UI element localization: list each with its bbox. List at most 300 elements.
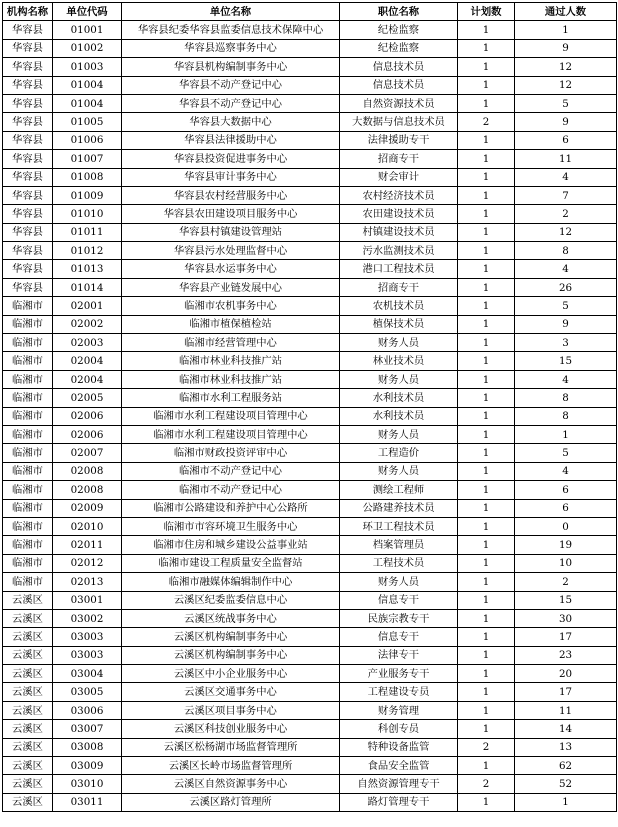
table-row [3,720,617,738]
cell-org-name: 云溪区 [3,628,53,646]
cell-org-name: 华容县 [3,21,53,39]
cell-org-name: 云溪区 [3,775,53,793]
cell-unit-name: 华容县不动产登记中心 [122,94,340,112]
cell-plan-count: 1 [458,591,515,609]
table-row [3,462,617,480]
table-row [3,223,617,241]
cell-unit-code: 03010 [53,775,122,793]
cell-org-name: 华容县 [3,260,53,278]
cell-unit-code: 03004 [53,665,122,683]
cell-unit-name: 华容县农田建设项目服务中心 [122,205,340,223]
table-row [3,444,617,462]
cell-unit-code: 01001 [53,21,122,39]
cell-plan-count: 1 [458,150,515,168]
table-row [3,683,617,701]
cell-org-name: 临湘市 [3,334,53,352]
cell-unit-name: 云溪区自然资源事务中心 [122,775,340,793]
cell-position-name: 财务人员 [340,370,458,388]
table-row [3,370,617,388]
table-header [3,3,617,21]
cell-plan-count: 1 [458,223,515,241]
table-row [3,278,617,296]
cell-passed-count: 14 [515,720,617,738]
cell-passed-count: 26 [515,278,617,296]
table-row [3,315,617,333]
cell-org-name: 临湘市 [3,407,53,425]
cell-org-name: 华容县 [3,76,53,94]
cell-org-name: 华容县 [3,242,53,260]
cell-passed-count: 1 [515,21,617,39]
cell-unit-name: 临湘市水利工程建设项目管理中心 [122,407,340,425]
cell-org-name: 华容县 [3,150,53,168]
cell-unit-code: 02003 [53,334,122,352]
cell-unit-code: 02001 [53,297,122,315]
cell-plan-count: 1 [458,444,515,462]
cell-org-name: 临湘市 [3,389,53,407]
cell-org-name: 华容县 [3,39,53,57]
cell-org-name: 临湘市 [3,499,53,517]
cell-unit-code: 01007 [53,150,122,168]
cell-org-name: 云溪区 [3,646,53,664]
cell-plan-count: 2 [458,775,515,793]
cell-position-name: 植保技术员 [340,315,458,333]
cell-position-name: 水利技术员 [340,407,458,425]
cell-org-name: 临湘市 [3,481,53,499]
cell-unit-code: 01005 [53,113,122,131]
cell-position-name: 财务人员 [340,462,458,480]
cell-position-name: 信息专干 [340,628,458,646]
cell-unit-code: 01012 [53,242,122,260]
cell-unit-code: 03003 [53,646,122,664]
cell-plan-count: 1 [458,242,515,260]
cell-org-name: 华容县 [3,186,53,204]
cell-unit-code: 01004 [53,76,122,94]
cell-org-name: 华容县 [3,205,53,223]
cell-passed-count: 1 [515,793,617,811]
cell-passed-count: 10 [515,554,617,572]
table-row [3,76,617,94]
cell-plan-count: 1 [458,665,515,683]
header-position-name: 职位名称 [340,3,458,21]
cell-position-name: 档案管理员 [340,536,458,554]
table-row [3,793,617,811]
cell-passed-count: 5 [515,297,617,315]
cell-org-name: 临湘市 [3,462,53,480]
cell-plan-count: 1 [458,793,515,811]
cell-org-name: 云溪区 [3,738,53,756]
cell-plan-count: 1 [458,720,515,738]
cell-position-name: 工程技术员 [340,554,458,572]
cell-passed-count: 9 [515,39,617,57]
cell-unit-name: 临湘市市容环境卫生服务中心 [122,517,340,535]
header-org-name: 机构名称 [3,3,53,21]
cell-passed-count: 52 [515,775,617,793]
cell-plan-count: 1 [458,757,515,775]
table-row [3,389,617,407]
cell-position-name: 民族宗教专干 [340,609,458,627]
header-row [3,3,617,21]
cell-passed-count: 3 [515,334,617,352]
cell-position-name: 财务管理 [340,701,458,719]
cell-passed-count: 12 [515,76,617,94]
cell-plan-count: 1 [458,628,515,646]
cell-unit-name: 华容县巡察事务中心 [122,39,340,57]
cell-org-name: 华容县 [3,278,53,296]
cell-unit-name: 华容县投资促进事务中心 [122,150,340,168]
header-plan-count: 计划数 [458,3,515,21]
table-row [3,94,617,112]
table-row [3,260,617,278]
table-row [3,205,617,223]
cell-passed-count: 23 [515,646,617,664]
cell-org-name: 临湘市 [3,444,53,462]
cell-unit-name: 云溪区中小企业服务中心 [122,665,340,683]
cell-unit-name: 华容县农村经营服务中心 [122,186,340,204]
cell-passed-count: 5 [515,444,617,462]
table-row [3,701,617,719]
cell-unit-code: 03008 [53,738,122,756]
cell-org-name: 临湘市 [3,425,53,443]
cell-org-name: 临湘市 [3,536,53,554]
cell-passed-count: 5 [515,94,617,112]
cell-plan-count: 1 [458,260,515,278]
cell-unit-code: 03003 [53,628,122,646]
cell-plan-count: 1 [458,554,515,572]
cell-unit-code: 02008 [53,462,122,480]
cell-passed-count: 8 [515,407,617,425]
cell-org-name: 云溪区 [3,609,53,627]
cell-plan-count: 1 [458,21,515,39]
cell-unit-code: 01006 [53,131,122,149]
table-row [3,425,617,443]
cell-plan-count: 1 [458,76,515,94]
cell-plan-count: 1 [458,407,515,425]
cell-org-name: 华容县 [3,131,53,149]
table-row [3,646,617,664]
cell-position-name: 特种设备监管 [340,738,458,756]
cell-plan-count: 1 [458,278,515,296]
cell-position-name: 纪检监察 [340,39,458,57]
cell-unit-code: 01013 [53,260,122,278]
cell-position-name: 工程造价 [340,444,458,462]
table-row [3,131,617,149]
table-row [3,499,617,517]
cell-unit-name: 临湘市植保植检站 [122,315,340,333]
cell-unit-name: 华容县不动产登记中心 [122,76,340,94]
table-row [3,21,617,39]
cell-plan-count: 1 [458,425,515,443]
cell-passed-count: 17 [515,683,617,701]
cell-position-name: 林业技术员 [340,352,458,370]
cell-plan-count: 1 [458,370,515,388]
cell-unit-code: 01014 [53,278,122,296]
cell-passed-count: 12 [515,223,617,241]
cell-plan-count: 1 [458,297,515,315]
cell-passed-count: 0 [515,517,617,535]
cell-passed-count: 6 [515,499,617,517]
cell-unit-name: 临湘市公路建设和养护中心公路所 [122,499,340,517]
cell-unit-name: 华容县产业链发展中心 [122,278,340,296]
cell-unit-code: 03005 [53,683,122,701]
table-row [3,536,617,554]
cell-plan-count: 1 [458,462,515,480]
table-row [3,168,617,186]
cell-plan-count: 1 [458,94,515,112]
cell-unit-name: 华容县大数据中心 [122,113,340,131]
cell-passed-count: 4 [515,370,617,388]
cell-passed-count: 4 [515,260,617,278]
cell-passed-count: 30 [515,609,617,627]
cell-org-name: 云溪区 [3,701,53,719]
header-passed-count: 通过人数 [515,3,617,21]
cell-unit-name: 华容县纪委华容县监委信息技术保障中心 [122,21,340,39]
cell-org-name: 临湘市 [3,352,53,370]
cell-unit-code: 02007 [53,444,122,462]
cell-org-name: 云溪区 [3,793,53,811]
cell-unit-code: 02005 [53,389,122,407]
cell-plan-count: 1 [458,481,515,499]
cell-position-name: 财务人员 [340,573,458,591]
cell-org-name: 临湘市 [3,315,53,333]
cell-org-name: 临湘市 [3,297,53,315]
table-row [3,58,617,76]
cell-passed-count: 4 [515,168,617,186]
cell-position-name: 食品安全监管 [340,757,458,775]
cell-position-name: 产业服务专干 [340,665,458,683]
cell-unit-code: 02009 [53,499,122,517]
cell-org-name: 云溪区 [3,757,53,775]
table-row [3,609,617,627]
cell-passed-count: 15 [515,352,617,370]
cell-unit-name: 临湘市住房和城乡建设公益事业站 [122,536,340,554]
cell-unit-name: 云溪区项目事务中心 [122,701,340,719]
table-row [3,738,617,756]
cell-unit-name: 云溪区路灯管理所 [122,793,340,811]
cell-org-name: 临湘市 [3,370,53,388]
header-unit-name: 单位名称 [122,3,340,21]
cell-position-name: 法律专干 [340,646,458,664]
cell-plan-count: 1 [458,573,515,591]
cell-position-name: 污水监测技术员 [340,242,458,260]
table-row [3,113,617,131]
recruitment-table [2,2,617,812]
cell-org-name: 云溪区 [3,665,53,683]
cell-plan-count: 1 [458,701,515,719]
cell-unit-code: 02008 [53,481,122,499]
cell-unit-code: 01002 [53,39,122,57]
table-row [3,775,617,793]
cell-plan-count: 2 [458,738,515,756]
cell-unit-code: 02010 [53,517,122,535]
cell-unit-name: 云溪区科技创业服务中心 [122,720,340,738]
cell-plan-count: 1 [458,609,515,627]
cell-unit-name: 云溪区统战事务中心 [122,609,340,627]
cell-plan-count: 1 [458,168,515,186]
cell-plan-count: 1 [458,352,515,370]
table-row [3,591,617,609]
cell-unit-name: 华容县污水处理监督中心 [122,242,340,260]
cell-passed-count: 20 [515,665,617,683]
cell-unit-name: 华容县村镇建设管理站 [122,223,340,241]
cell-unit-name: 云溪区机构编制事务中心 [122,628,340,646]
table-body [3,21,617,812]
cell-unit-name: 临湘市水利工程建设项目管理中心 [122,425,340,443]
cell-position-name: 自然资源技术员 [340,94,458,112]
cell-unit-code: 02013 [53,573,122,591]
cell-org-name: 临湘市 [3,517,53,535]
cell-position-name: 信息专干 [340,591,458,609]
cell-unit-name: 临湘市建设工程质量安全监督站 [122,554,340,572]
cell-unit-name: 临湘市农机事务中心 [122,297,340,315]
cell-unit-name: 云溪区机构编制事务中心 [122,646,340,664]
table-row [3,628,617,646]
cell-unit-name: 华容县审计事务中心 [122,168,340,186]
cell-plan-count: 1 [458,131,515,149]
cell-unit-name: 临湘市经营管理中心 [122,334,340,352]
cell-org-name: 华容县 [3,94,53,112]
cell-unit-name: 临湘市不动产登记中心 [122,462,340,480]
cell-passed-count: 62 [515,757,617,775]
cell-plan-count: 1 [458,536,515,554]
header-unit-code: 单位代码 [53,3,122,21]
cell-org-name: 云溪区 [3,720,53,738]
cell-unit-code: 03011 [53,793,122,811]
table-row [3,407,617,425]
cell-position-name: 村镇建设技术员 [340,223,458,241]
cell-unit-name: 云溪区交通事务中心 [122,683,340,701]
cell-unit-name: 云溪区长岭市场监督管理所 [122,757,340,775]
cell-position-name: 大数据与信息技术员 [340,113,458,131]
cell-passed-count: 19 [515,536,617,554]
table-row [3,150,617,168]
cell-org-name: 华容县 [3,58,53,76]
cell-plan-count: 1 [458,646,515,664]
cell-passed-count: 11 [515,150,617,168]
cell-plan-count: 2 [458,113,515,131]
cell-position-name: 工程建设专员 [340,683,458,701]
cell-unit-code: 03006 [53,701,122,719]
cell-unit-code: 01004 [53,94,122,112]
cell-passed-count: 9 [515,113,617,131]
table-row [3,297,617,315]
cell-unit-code: 01009 [53,186,122,204]
cell-unit-name: 临湘市林业科技推广站 [122,370,340,388]
cell-passed-count: 1 [515,425,617,443]
cell-position-name: 自然资源管理专干 [340,775,458,793]
cell-unit-name: 临湘市财政投资评审中心 [122,444,340,462]
cell-plan-count: 1 [458,683,515,701]
cell-passed-count: 2 [515,205,617,223]
cell-plan-count: 1 [458,315,515,333]
cell-unit-name: 华容县水运事务中心 [122,260,340,278]
cell-unit-code: 03002 [53,609,122,627]
cell-unit-name: 华容县法律援助中心 [122,131,340,149]
cell-plan-count: 1 [458,517,515,535]
cell-unit-code: 02004 [53,370,122,388]
cell-position-name: 路灯管理专干 [340,793,458,811]
cell-unit-name: 云溪区纪委监委信息中心 [122,591,340,609]
cell-unit-code: 03001 [53,591,122,609]
cell-passed-count: 11 [515,701,617,719]
cell-unit-code: 01010 [53,205,122,223]
cell-unit-code: 01011 [53,223,122,241]
cell-plan-count: 1 [458,39,515,57]
table-row [3,186,617,204]
table-row [3,334,617,352]
cell-unit-code: 02011 [53,536,122,554]
cell-org-name: 云溪区 [3,591,53,609]
cell-passed-count: 9 [515,315,617,333]
cell-unit-code: 01003 [53,58,122,76]
table-row [3,242,617,260]
cell-position-name: 纪检监察 [340,21,458,39]
cell-position-name: 农机技术员 [340,297,458,315]
cell-unit-code: 02006 [53,425,122,443]
cell-passed-count: 7 [515,186,617,204]
cell-unit-code: 02004 [53,352,122,370]
cell-position-name: 公路建养技术员 [340,499,458,517]
cell-position-name: 农田建设技术员 [340,205,458,223]
cell-position-name: 招商专干 [340,278,458,296]
cell-unit-code: 03009 [53,757,122,775]
cell-unit-code: 02012 [53,554,122,572]
cell-passed-count: 8 [515,389,617,407]
cell-passed-count: 2 [515,573,617,591]
cell-org-name: 临湘市 [3,573,53,591]
cell-unit-code: 02006 [53,407,122,425]
cell-position-name: 财会审计 [340,168,458,186]
cell-org-name: 华容县 [3,113,53,131]
cell-passed-count: 13 [515,738,617,756]
cell-plan-count: 1 [458,334,515,352]
cell-unit-name: 临湘市不动产登记中心 [122,481,340,499]
cell-unit-code: 03007 [53,720,122,738]
cell-passed-count: 15 [515,591,617,609]
cell-passed-count: 6 [515,481,617,499]
cell-unit-name: 云溪区松杨湖市场监督管理所 [122,738,340,756]
table-row [3,352,617,370]
cell-unit-code: 01008 [53,168,122,186]
cell-passed-count: 12 [515,58,617,76]
cell-passed-count: 6 [515,131,617,149]
cell-passed-count: 8 [515,242,617,260]
cell-position-name: 环卫工程技术员 [340,517,458,535]
cell-passed-count: 17 [515,628,617,646]
table-row [3,481,617,499]
cell-position-name: 法律援助专干 [340,131,458,149]
table-row [3,517,617,535]
cell-org-name: 临湘市 [3,554,53,572]
cell-position-name: 信息技术员 [340,58,458,76]
cell-position-name: 港口工程技术员 [340,260,458,278]
cell-position-name: 测绘工程师 [340,481,458,499]
table-row [3,554,617,572]
cell-position-name: 财务人员 [340,334,458,352]
cell-position-name: 财务人员 [340,425,458,443]
cell-plan-count: 1 [458,205,515,223]
cell-org-name: 云溪区 [3,683,53,701]
cell-org-name: 华容县 [3,223,53,241]
table-row [3,39,617,57]
cell-plan-count: 1 [458,186,515,204]
cell-plan-count: 1 [458,389,515,407]
cell-org-name: 华容县 [3,168,53,186]
cell-passed-count: 4 [515,462,617,480]
table-row [3,757,617,775]
cell-position-name: 招商专干 [340,150,458,168]
cell-unit-name: 华容县机构编制事务中心 [122,58,340,76]
table-row [3,665,617,683]
